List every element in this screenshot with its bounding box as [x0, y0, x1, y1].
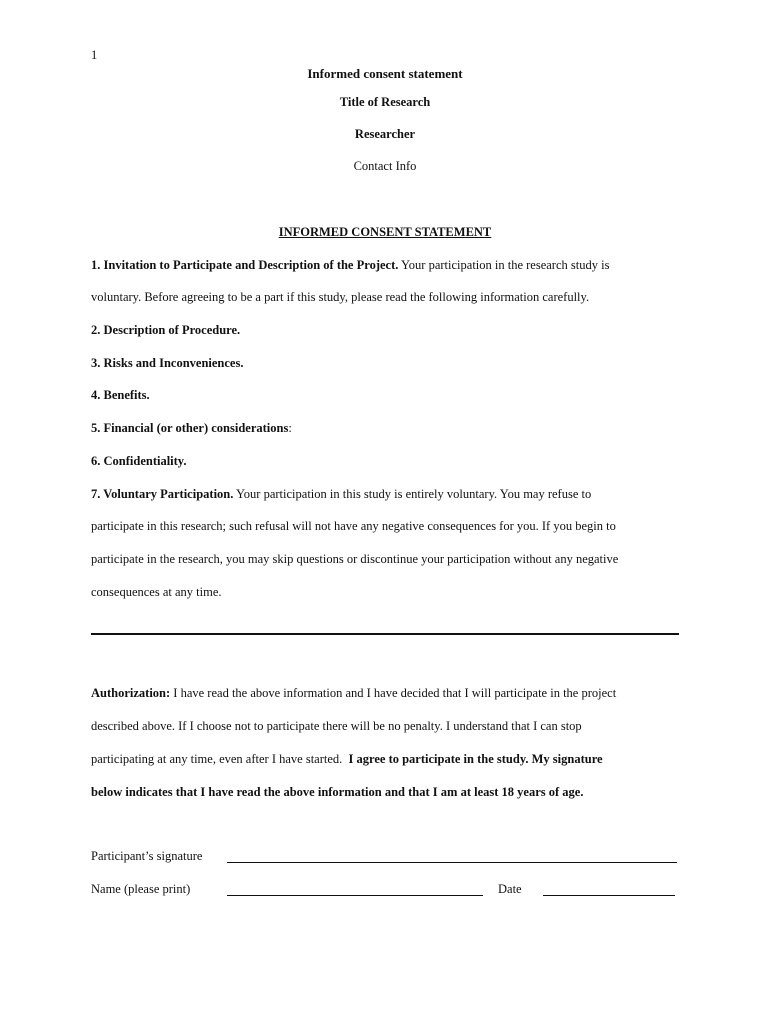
financial-heading: [91, 421, 683, 436]
document-title: Informed consent statement: [307, 66, 463, 81]
research-title: Title of Research: [339, 95, 431, 109]
agreement-statement-1: I agree to participate in the study. My signature: [348, 752, 603, 766]
date-label: Date: [498, 882, 522, 896]
contact-info: Contact Info: [353, 159, 417, 173]
risks-heading: 3. Risks and Inconveniences.: [91, 356, 244, 370]
agreement-statement-2: below indicates that I have read the above information and that I am at least 18 years of age.: [91, 785, 584, 799]
voluntary-paragraph-line-1: [91, 487, 683, 502]
voluntary-text: Your participation in this study is entirely voluntary. You may refuse to: [233, 487, 592, 501]
voluntary-paragraph-line-3: participate in the research, you may skip questions or discontinue your participation without any negative: [91, 552, 619, 566]
confidentiality-heading: 6. Confidentiality.: [91, 454, 187, 468]
voluntary-paragraph-line-4: consequences at any time.: [91, 585, 222, 599]
financial-colon: :: [288, 421, 292, 435]
section-divider: [91, 633, 679, 635]
section-heading: INFORMED CONSENT STATEMENT: [278, 225, 492, 239]
invitation-label: 1. Invitation to Participate and Description of the Project.: [91, 258, 399, 272]
researcher-name: Researcher: [354, 127, 416, 141]
page-number: 1: [91, 48, 98, 62]
authorization-text-3: participating at any time, even after I have started.: [91, 752, 349, 766]
invitation-paragraph-line-1: [91, 258, 683, 273]
participant-signature-line[interactable]: [227, 862, 677, 863]
financial-label: 5. Financial (or other) considerations: [91, 421, 289, 435]
invitation-text: Your participation in the research study is: [398, 258, 610, 272]
benefits-heading: 4. Benefits.: [91, 388, 150, 402]
voluntary-label: 7. Voluntary Participation.: [91, 487, 234, 501]
voluntary-paragraph-line-2: participate in this research; such refusal will not have any negative consequences for you. If you begin to: [91, 519, 616, 533]
authorization-label: Authorization:: [91, 686, 171, 700]
authorization-line-3: [91, 752, 683, 767]
authorization-text: I have read the above information and I have decided that I will participate in the project: [170, 686, 617, 700]
participant-signature-label: Participant’s signature: [91, 849, 203, 863]
procedure-heading: 2. Description of Procedure.: [91, 323, 241, 337]
authorization-line-2: described above. If I choose not to participate there will be no penalty. I understand that I can stop: [91, 719, 582, 733]
name-print-line[interactable]: [227, 895, 483, 896]
authorization-line-1: [91, 686, 683, 701]
name-print-label: Name (please print): [91, 882, 191, 896]
date-line[interactable]: [543, 895, 675, 896]
invitation-paragraph-line-2: voluntary. Before agreeing to be a part if this study, please read the following information carefully.: [91, 290, 590, 304]
